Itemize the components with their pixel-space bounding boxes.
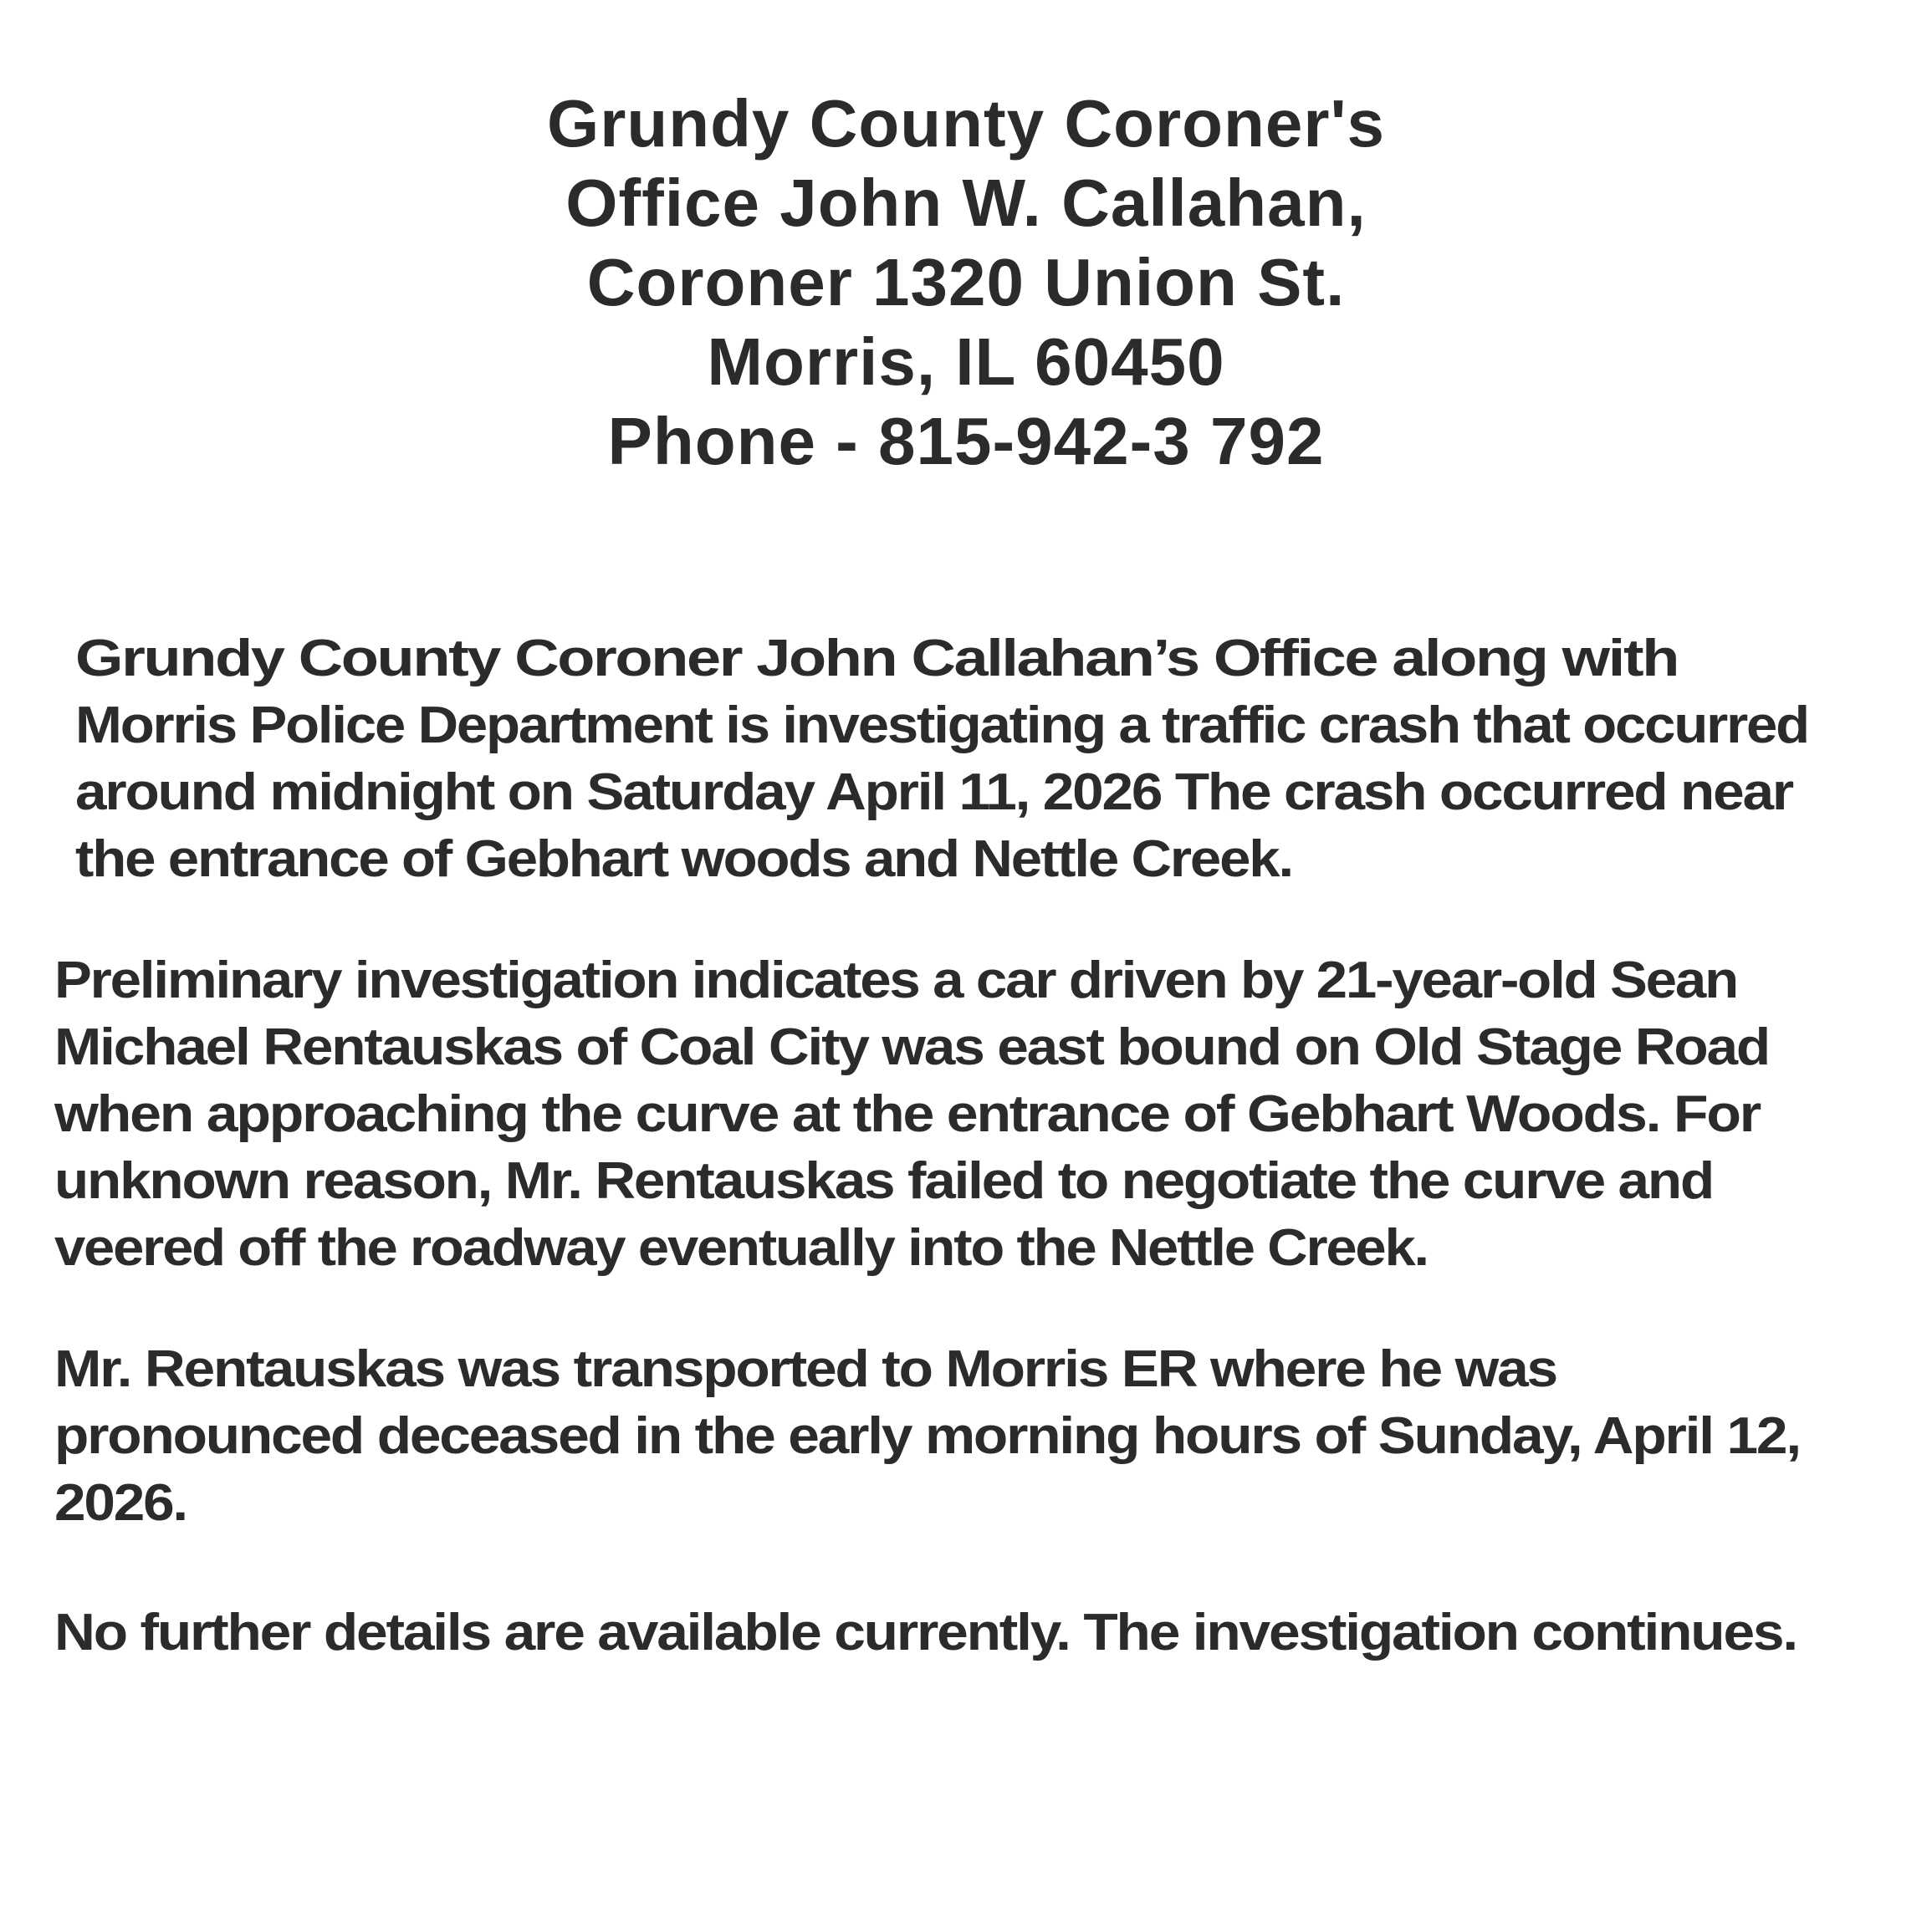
letterhead-city-state-zip: Morris, IL 60450 <box>707 324 1225 399</box>
paragraph-line: 2026. <box>54 1474 187 1532</box>
letterhead-office-coroner: Office John W. Callahan, <box>565 166 1367 240</box>
paragraph-line: when approaching the curve at the entrance of Gebhart Woods. For <box>54 1085 1760 1143</box>
paragraph-line: Grundy County Coroner John Callahan’s Office along with <box>75 630 1678 687</box>
paragraph-line: around midnight on Saturday April 11, 2026 The crash occurred near <box>75 763 1792 821</box>
paragraph-preliminary-investigation <box>54 947 1769 1282</box>
paragraph-line: Michael Rentauskas of Coal City was east bound on Old Stage Road <box>54 1018 1769 1076</box>
letterhead-street-address: Coroner 1320 Union St. <box>586 245 1346 319</box>
paragraph-line: Mr. Rentauskas was transported to Morris ER where he was <box>54 1340 1556 1398</box>
paragraph-closing-statement <box>54 1600 1797 1666</box>
paragraph-line: Preliminary investigation indicates a car driven by 21-year-old Sean <box>54 952 1737 1009</box>
letterhead-office-name: Grundy County Coroner's <box>546 86 1386 161</box>
paragraph-transport-status <box>54 1336 1800 1537</box>
paragraph-line: No further details are available currently. The investigation continues. <box>54 1604 1797 1661</box>
letterhead-phone: Phone - 815-942-3 792 <box>607 404 1325 478</box>
paragraph-line: veered off the roadway eventually into the Nettle Creek. <box>54 1219 1428 1277</box>
paragraph-line: Morris Police Department is investigating a traffic crash that occurred <box>75 697 1808 754</box>
paragraph-line: pronounced deceased in the early morning hours of Sunday, April 12, <box>54 1407 1800 1465</box>
paragraph-line: unknown reason, Mr. Rentauskas failed to negotiate the curve and <box>54 1152 1713 1210</box>
paragraph-incident-summary <box>75 625 1808 893</box>
letterhead <box>0 84 1932 481</box>
paragraph-line: the entrance of Gebhart woods and Nettle Creek. <box>75 830 1292 888</box>
